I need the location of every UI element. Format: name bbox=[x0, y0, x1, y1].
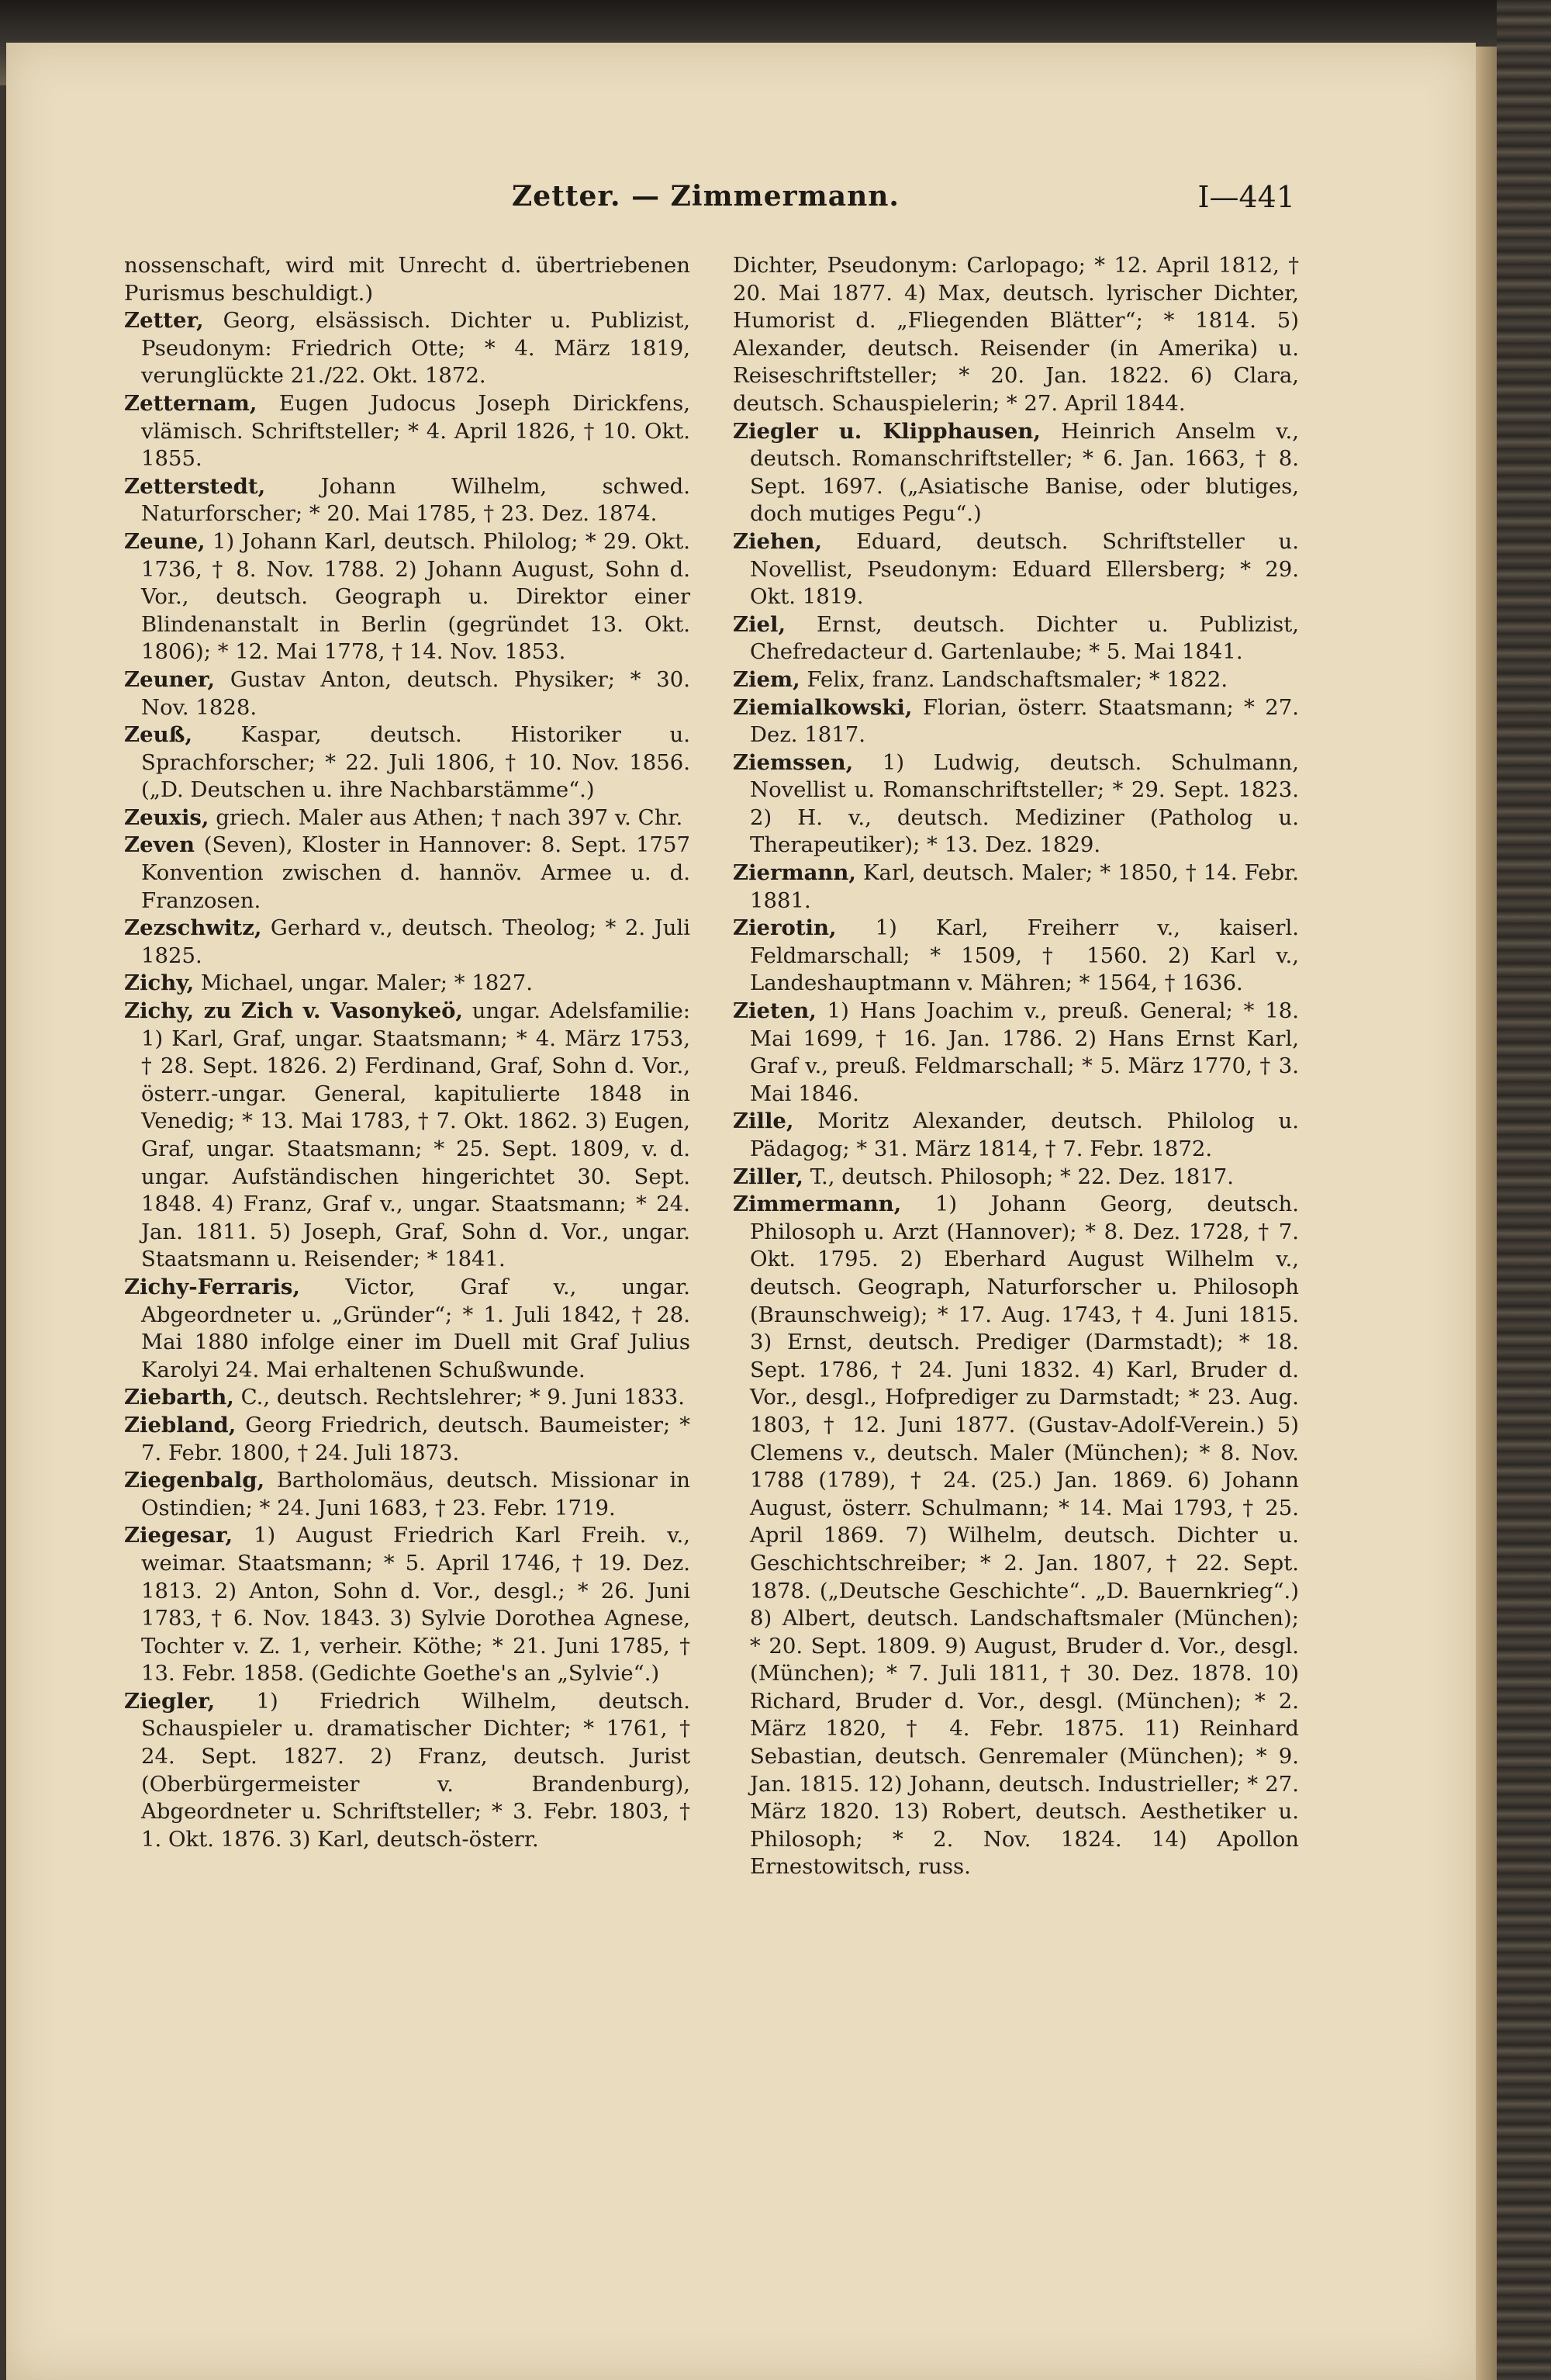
dictionary-entry bbox=[733, 1108, 1299, 1163]
entry-headword: Zetter, bbox=[124, 308, 204, 334]
dictionary-entry bbox=[733, 1191, 1299, 1881]
dictionary-entry bbox=[733, 418, 1299, 528]
entry-text: Florian, österr. Staatsmann; * 27. Dez. 1817. bbox=[750, 694, 1299, 748]
entry-text: C., deutsch. Rechtslehrer; * 9. Juni 1833. bbox=[233, 1385, 685, 1410]
entry-text: Felix, franz. Landschaftsmaler; * 1822. bbox=[800, 666, 1228, 692]
entry-text: 1) August Friedrich Karl Freih. v., weimar. Staatsmann; * 5. April 1746, † 19. Dez. 1813. 2) Anton, Sohn d. Vor., desgl.; * 26. Juni 1783, † 6. Nov. 1843. 3) Sylvie Dorothea Agnese, Tochter v. Z. 1, verheir. Köthe; * 21. Juni 1785, † 13. Febr. 1858. (Gedichte Goethe's an „Sylvie“.) bbox=[141, 1523, 690, 1686]
entry-headword: Ziegler u. Klipphausen, bbox=[733, 418, 1041, 444]
entry-text: Johann Wilhelm, schwed. Naturforscher; * 20. Mai 1785, † 23. Dez. 1874. bbox=[141, 473, 690, 527]
entry-headword: Zeuxis, bbox=[124, 804, 209, 830]
dictionary-entry bbox=[124, 1467, 690, 1522]
dictionary-entry bbox=[733, 611, 1299, 666]
dictionary-entry bbox=[124, 721, 690, 804]
entry-headword: Ziegesar, bbox=[124, 1523, 233, 1548]
entry-text: Karl, deutsch. Maler; * 1850, † 14. Febr. 1881. bbox=[750, 860, 1299, 913]
entry-text: Dichter, Pseudonym: Carlopago; * 12. April 1812, † 20. Mai 1877. 4) Max, deutsch. lyrischer Dichter, Humorist d. „Fliegenden Blätter“; * 1814. 5) Alexander, deutsch. Reisender (in Amerika) u. Reiseschriftsteller; * 20. Jan. 1822. 6) Clara, deutsch. Schauspielerin; * 27. April 1844. bbox=[733, 253, 1299, 416]
running-title: Zetter. — Zimmermann. bbox=[512, 180, 900, 213]
entry-text: Georg, elsässisch. Dichter u. Publizist, Pseudonym: Friedrich Otte; * 4. März 1819, verunglückte 21./22. Okt. 1872. bbox=[141, 308, 690, 389]
entry-text: (Seven), Kloster in Hannover: 8. Sept. 1757 Konvention zwischen d. hannöv. Armee u. d. Franzosen. bbox=[141, 832, 690, 913]
dictionary-entry bbox=[124, 473, 690, 528]
dictionary-entry bbox=[124, 832, 690, 915]
dictionary-entry bbox=[124, 666, 690, 721]
entry-text: Gustav Anton, deutsch. Physiker; * 30. Nov. 1828. bbox=[141, 666, 690, 720]
entry-text: nossenschaft, wird mit Unrecht d. übertriebenen Purismus beschuldigt.) bbox=[124, 253, 690, 306]
dictionary-entry bbox=[124, 1688, 690, 1854]
dictionary-entry bbox=[124, 804, 690, 832]
page-edges bbox=[1473, 47, 1497, 2380]
dictionary-entry bbox=[124, 252, 690, 307]
entry-text: Eduard, deutsch. Schriftsteller u. Novellist, Pseudonym: Eduard Ellersberg; * 29. Okt. 1819. bbox=[750, 528, 1299, 610]
entry-headword: Ziegler, bbox=[124, 1688, 216, 1714]
dictionary-entry bbox=[124, 998, 690, 1274]
dictionary-entry bbox=[124, 528, 690, 666]
entry-headword: Zieten, bbox=[733, 998, 817, 1024]
entry-headword: Ziel, bbox=[733, 611, 786, 637]
entry-text: 1) Johann Karl, deutsch. Philolog; * 29. Okt. 1736, † 8. Nov. 1788. 2) Johann August, Sohn d. Vor., deutsch. Geograph u. Direktor einer Blindenanstalt in Berlin (gegründet 13. Okt. 1806); * 12. Mai 1778, † 14. Nov. 1853. bbox=[141, 528, 690, 665]
dictionary-entry bbox=[124, 1522, 690, 1688]
entry-headword: Zeuß, bbox=[124, 722, 193, 748]
entry-headword: Ziebland, bbox=[124, 1412, 237, 1437]
entry-text: T., deutsch. Philosoph; * 22. Dez. 1817. bbox=[803, 1164, 1234, 1189]
dictionary-entry bbox=[124, 307, 690, 390]
entry-text: Ernst, deutsch. Dichter u. Publizist, Chefredacteur d. Gartenlaube; * 5. Mai 1841. bbox=[750, 611, 1299, 665]
entry-headword: Zichy, bbox=[124, 970, 195, 996]
entry-text: Heinrich Anselm v., deutsch. Romanschriftsteller; * 6. Jan. 1663, † 8. Sept. 1697. („Asiatische Banise, oder blutiges, doch mutiges Pegu“.) bbox=[750, 418, 1299, 527]
dictionary-entry bbox=[733, 915, 1299, 998]
right-column bbox=[733, 252, 1299, 1881]
entry-headword: Ziller, bbox=[733, 1164, 803, 1189]
entry-text: Kaspar, deutsch. Historiker u. Sprachforscher; * 22. Juli 1806, † 10. Nov. 1856. („D. Deutschen u. ihre Nachbarstämme“.) bbox=[141, 722, 690, 803]
entry-text: 1) Hans Joachim v., preuß. General; * 18. Mai 1699, † 16. Jan. 1786. 2) Hans Ernst Karl, Graf v., preuß. Feldmarschall; * 5. März 1770, † 3. Mai 1846. bbox=[750, 998, 1299, 1106]
entry-headword: Zierotin, bbox=[733, 915, 837, 941]
entry-headword: Ziemssen, bbox=[733, 749, 854, 775]
book-spine bbox=[1497, 0, 1551, 2380]
entry-text: Victor, Graf v., ungar. Abgeordneter u. „Gründer“; * 1. Juli 1842, † 28. Mai 1880 infolge einer im Duell mit Graf Julius Karolyi 24. Mai erhaltenen Schußwunde. bbox=[141, 1274, 690, 1382]
entry-headword: Ziegenbalg, bbox=[124, 1468, 265, 1493]
page-header bbox=[116, 180, 1295, 219]
left-column bbox=[124, 252, 690, 1853]
entry-headword: Ziem, bbox=[733, 666, 800, 692]
entry-headword: Ziehen, bbox=[733, 528, 823, 554]
entry-headword: Zetterstedt, bbox=[124, 473, 266, 499]
entry-text: 1) Johann Georg, deutsch. Philosoph u. Arzt (Hannover); * 8. Dez. 1728, † 7. Okt. 1795. 2) Eberhard August Wilhelm v., deutsch. Geograph, Naturforscher u. Philosoph (Braunschweig); * 17. Aug. 1743, † 4. Juni 1815. 3) Ernst, deutsch. Prediger (Darmstadt); * 18. Sept. 1786, † 24. Juni 1832. 4) Karl, Bruder d. Vor., desgl., Hofprediger zu Darmstadt; * 23. Aug. 1803, † 12. Juni 1877. (Gustav-Adolf-Verein.) 5) Clemens v., deutsch. Maler (München); * 8. Nov. 1788 (1789), † 24. (25.) Jan. 1869. 6) Johann August, österr. Schulmann; * 14. Mai 1793, † 25. April 1869. 7) Wilhelm, deutsch. Dichter u. Geschichtschreiber; * 2. Jan. 1807, † 22. Sept. 1878. („Deutsche Geschichte“. „D. Bauernkrieg“.) 8) Albert, deutsch. Landschaftsmaler (München); * 20. Sept. 1809. 9) August, Bruder d. Vor., desgl. (München); * 7. Juli 1811, † 30. Dez. 1878. 10) Richard, Bruder d. Vor., desgl. (München); * 2. März 1820, † 4. Febr. 1875. 11) Reinhard Sebastian, deutsch. Genremaler (München); * 9. Jan. 1815. 12) Johann, deutsch. Industrieller; * 27. März 1820. 13) Robert, deutsch. Aesthetiker u. Philosoph; * 2. Nov. 1824. 14) Apollon Ernestowitsch, russ. bbox=[750, 1192, 1299, 1880]
dictionary-entry bbox=[733, 749, 1299, 860]
dictionary-entry bbox=[733, 528, 1299, 611]
entry-headword: Ziermann, bbox=[733, 860, 856, 886]
entry-headword: Zichy-Ferraris, bbox=[124, 1274, 300, 1299]
entry-text: ungar. Adelsfamilie: 1) Karl, Graf, ungar. Staatsmann; * 4. März 1753, † 28. Sept. 1826. 2) Ferdinand, Graf, Sohn d. Vor., österr.-ungar. General, kapitulierte 1848 in Venedig; * 13. Mai 1783, † 7. Okt. 1862. 3) Eugen, Graf, ungar. Staatsmann; * 25. Sept. 1809, v. d. ungar. Aufständischen hingerichtet 30. Sept. 1848. 4) Franz, Graf v., ungar. Staatsmann; * 24. Jan. 1811. 5) Joseph, Graf, Sohn d. Vor., ungar. Staatsmann u. Reisender; * 1841. bbox=[141, 998, 690, 1272]
entry-text: griech. Maler aus Athen; † nach 397 v. Chr. bbox=[209, 804, 683, 830]
entry-text: Michael, ungar. Maler; * 1827. bbox=[194, 970, 533, 996]
dictionary-entry bbox=[733, 860, 1299, 915]
page-number: I—441 bbox=[1197, 180, 1295, 214]
entry-text: 1) Karl, Freiherr v., kaiserl. Feldmarschall; * 1509, † 1560. 2) Karl v., Landeshauptmann v. Mähren; * 1564, † 1636. bbox=[750, 915, 1299, 996]
dictionary-entry bbox=[124, 1412, 690, 1467]
entry-headword: Zetternam, bbox=[124, 390, 257, 416]
dictionary-entry bbox=[733, 694, 1299, 749]
entry-headword: Ziebarth, bbox=[124, 1385, 234, 1410]
dictionary-entry bbox=[733, 666, 1299, 694]
entry-headword: Zichy, zu Zich v. Vasonykeö, bbox=[124, 998, 464, 1024]
entry-headword: Zille, bbox=[733, 1109, 794, 1134]
dictionary-entry bbox=[124, 970, 690, 998]
dictionary-entry bbox=[124, 390, 690, 473]
entry-text: 1) Friedrich Wilhelm, deutsch. Schauspieler u. dramatischer Dichter; * 1761, † 24. Sept. 1827. 2) Franz, deutsch. Jurist (Oberbürgermeister v. Brandenburg), Abgeordneter u. Schriftsteller; * 3. Febr. 1803, † 1. Okt. 1876. 3) Karl, deutsch-österr. bbox=[141, 1688, 690, 1852]
entry-text: Georg Friedrich, deutsch. Baumeister; * 7. Febr. 1800, † 24. Juli 1873. bbox=[141, 1412, 690, 1465]
entry-text: Bartholomäus, deutsch. Missionar in Ostindien; * 24. Juni 1683, † 23. Febr. 1719. bbox=[141, 1468, 690, 1520]
dictionary-entry bbox=[124, 1274, 690, 1384]
entry-headword: Zeuner, bbox=[124, 666, 216, 692]
dictionary-entry bbox=[733, 998, 1299, 1108]
entry-headword: Zeven bbox=[124, 832, 195, 858]
entry-text: Eugen Judocus Joseph Dirickfens, vlämisch. Schriftsteller; * 4. April 1826, † 10. Okt. 1855. bbox=[141, 390, 690, 472]
dictionary-entry bbox=[124, 1384, 690, 1412]
dictionary-entry bbox=[733, 1164, 1299, 1192]
entry-headword: Ziemialkowski, bbox=[733, 694, 913, 720]
dictionary-entry bbox=[124, 915, 690, 970]
entry-text: 1) Ludwig, deutsch. Schulmann, Novellist u. Romanschriftsteller; * 29. Sept. 1823. 2) H. v., deutsch. Mediziner (Patholog u. Therapeutiker); * 13. Dez. 1829. bbox=[750, 749, 1299, 858]
entry-text: Moritz Alexander, deutsch. Philolog u. Pädagog; * 31. März 1814, † 7. Febr. 1872. bbox=[750, 1109, 1299, 1161]
entry-headword: Zezschwitz, bbox=[124, 915, 262, 941]
dictionary-entry bbox=[733, 252, 1299, 418]
entry-headword: Zimmermann, bbox=[733, 1192, 902, 1217]
entry-text: Gerhard v., deutsch. Theolog; * 2. Juli 1825. bbox=[141, 915, 690, 968]
entry-headword: Zeune, bbox=[124, 528, 206, 554]
